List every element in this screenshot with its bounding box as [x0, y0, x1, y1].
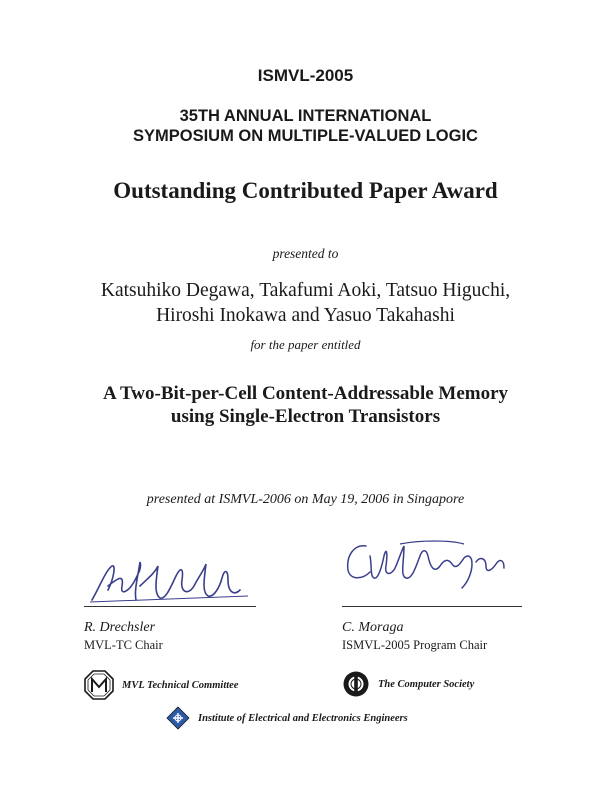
signature-moraga	[340, 536, 520, 596]
paper-title-line1: A Two-Bit-per-Cell Content-Addressable Memory	[102, 383, 509, 404]
authors-line2: Hiroshi Inokawa and Yasuo Takahashi	[156, 305, 455, 326]
mvl-logo-block	[84, 670, 238, 700]
symposium-title-line1: 35TH ANNUAL INTERNATIONAL	[179, 107, 432, 125]
signer-role-left: MVL-TC Chair	[84, 638, 163, 652]
signer-name-left: R. Drechsler	[84, 620, 156, 635]
event-name: ISMVL-2005	[257, 66, 354, 85]
award-title: Outstanding Contributed Paper Award	[113, 178, 498, 203]
signer-right	[342, 620, 487, 653]
ieee-logo-label: Institute of Electrical and Electronics Engineers	[198, 712, 408, 724]
mvl-logo-label: MVL Technical Committee	[122, 679, 239, 691]
ieee-logo-block	[166, 706, 408, 730]
mvl-logo-icon	[84, 670, 114, 700]
signer-role-right: ISMVL-2005 Program Chair	[342, 638, 488, 652]
paper-title	[0, 382, 611, 428]
computer-society-logo-icon	[342, 670, 370, 698]
authors	[0, 278, 611, 328]
authors-line1: Katsuhiko Degawa, Takafumi Aoki, Tatsuo Higuchi,	[100, 280, 511, 301]
paper-title-line2: using Single-Electron Transistors	[170, 406, 441, 427]
ieee-logo-icon	[166, 706, 190, 730]
symposium-title-line2: SYMPOSIUM ON MULTIPLE-VALUED LOGIC	[133, 127, 478, 145]
signature-line-left	[84, 606, 256, 607]
symposium-title	[0, 106, 611, 146]
presented-to-label: presented to	[272, 246, 339, 261]
computer-society-logo-block	[342, 670, 474, 698]
computer-society-logo-label: The Computer Society	[378, 678, 475, 690]
signer-name-right: C. Moraga	[342, 620, 404, 635]
signature-line-right	[342, 606, 522, 607]
for-paper-label: for the paper entitled	[250, 337, 361, 352]
signer-left	[84, 620, 163, 653]
presented-at: presented at ISMVL-2006 on May 19, 2006 in Singapore	[146, 492, 465, 507]
signature-drechsler	[88, 556, 258, 606]
